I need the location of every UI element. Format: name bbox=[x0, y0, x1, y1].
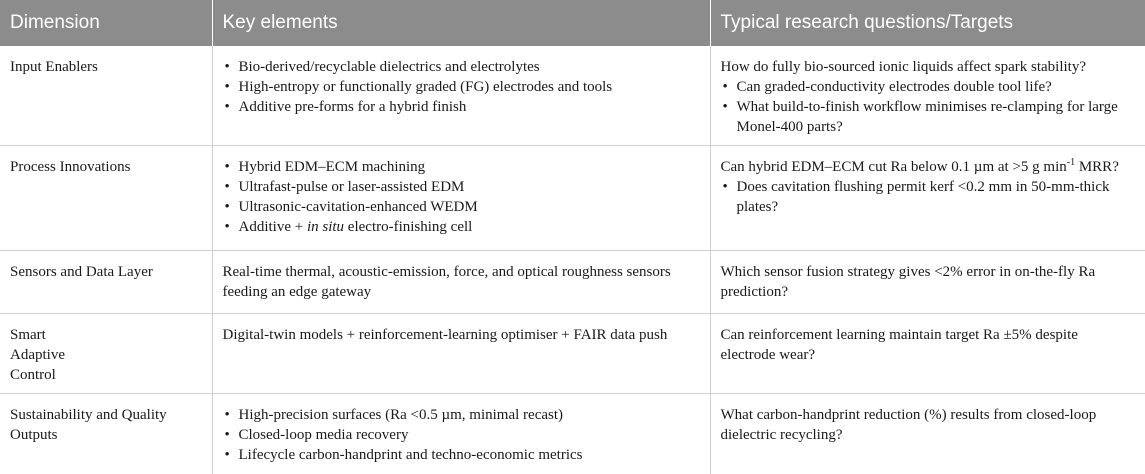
table-row bbox=[0, 394, 1145, 474]
questions-list bbox=[721, 77, 1136, 137]
questions-list bbox=[721, 177, 1136, 217]
header-key-elements: Key elements bbox=[212, 0, 710, 46]
list-item: • Ultrasonic-cavitation-enhanced WEDM bbox=[223, 197, 700, 217]
table-row bbox=[0, 314, 1145, 394]
dimension-line: Smart bbox=[10, 325, 202, 345]
list-item: • High-precision surfaces (Ra <0.5 µm, minimal recast) bbox=[223, 405, 700, 425]
list-item: • Ultrafast-pulse or laser-assisted EDM bbox=[223, 177, 700, 197]
list-item: • Hybrid EDM–ECM machining bbox=[223, 157, 700, 177]
header-dimension: Dimension bbox=[0, 0, 212, 46]
elements-cell: Digital-twin models + reinforcement-learning optimiser + FAIR data push bbox=[212, 314, 710, 394]
elements-list bbox=[223, 157, 700, 237]
list-item: • Lifecycle carbon-handprint and techno-economic metrics bbox=[223, 445, 700, 465]
dimension-cell: Input Enablers bbox=[0, 46, 212, 146]
elements-list bbox=[223, 57, 700, 117]
table-row bbox=[0, 146, 1145, 251]
question-lead bbox=[721, 157, 1136, 177]
elements-cell bbox=[212, 46, 710, 146]
dimension-cell: Process Innovations bbox=[0, 146, 212, 251]
list-item: • Does cavitation flushing permit kerf <0.2 mm in 50-mm-thick plates? bbox=[721, 177, 1136, 217]
text-segment: Can hybrid EDM–ECM cut Ra below 0.1 µm at >5 g min bbox=[721, 159, 1067, 175]
text-segment: MRR? bbox=[1075, 159, 1119, 175]
list-item: • Closed-loop media recovery bbox=[223, 425, 700, 445]
table-row bbox=[0, 46, 1145, 146]
list-item: • Can graded-conductivity electrodes double tool life? bbox=[721, 77, 1136, 97]
list-item: • Bio-derived/recyclable dielectrics and electrolytes bbox=[223, 57, 700, 77]
questions-cell: Which sensor fusion strategy gives <2% error in on-the-fly Ra prediction? bbox=[710, 251, 1145, 314]
question-lead: How do fully bio-sourced ionic liquids affect spark stability? bbox=[721, 57, 1136, 77]
text-segment: electro-finishing cell bbox=[344, 219, 472, 235]
elements-cell bbox=[212, 146, 710, 251]
questions-cell: What carbon-handprint reduction (%) results from closed-loop dielectric recycling? bbox=[710, 394, 1145, 474]
questions-cell bbox=[710, 46, 1145, 146]
questions-cell bbox=[710, 146, 1145, 251]
list-item: • What build-to-finish workflow minimises re-clamping for large Monel-400 parts? bbox=[721, 97, 1136, 137]
header-research-questions: Typical research questions/Targets bbox=[710, 0, 1145, 46]
dimension-line: Adaptive bbox=[10, 345, 202, 365]
questions-cell: Can reinforcement learning maintain target Ra ±5% despite electrode wear? bbox=[710, 314, 1145, 394]
dimension-line: Control bbox=[10, 365, 202, 385]
elements-cell: Real-time thermal, acoustic-emission, force, and optical roughness sensors feeding an edge gateway bbox=[212, 251, 710, 314]
dimension-cell: Sustainability and Quality Outputs bbox=[0, 394, 212, 474]
superscript: -1 bbox=[1067, 157, 1075, 168]
elements-list bbox=[223, 405, 700, 465]
list-item: • Additive pre-forms for a hybrid finish bbox=[223, 97, 700, 117]
list-item: • High-entropy or functionally graded (FG) electrodes and tools bbox=[223, 77, 700, 97]
dimension-cell: Sensors and Data Layer bbox=[0, 251, 212, 314]
header-row bbox=[0, 0, 1145, 46]
table-row bbox=[0, 251, 1145, 314]
italic-term: in situ bbox=[307, 219, 344, 235]
text-segment: Additive + bbox=[239, 219, 307, 235]
elements-cell bbox=[212, 394, 710, 474]
dimension-cell bbox=[0, 314, 212, 394]
list-item bbox=[223, 217, 700, 237]
